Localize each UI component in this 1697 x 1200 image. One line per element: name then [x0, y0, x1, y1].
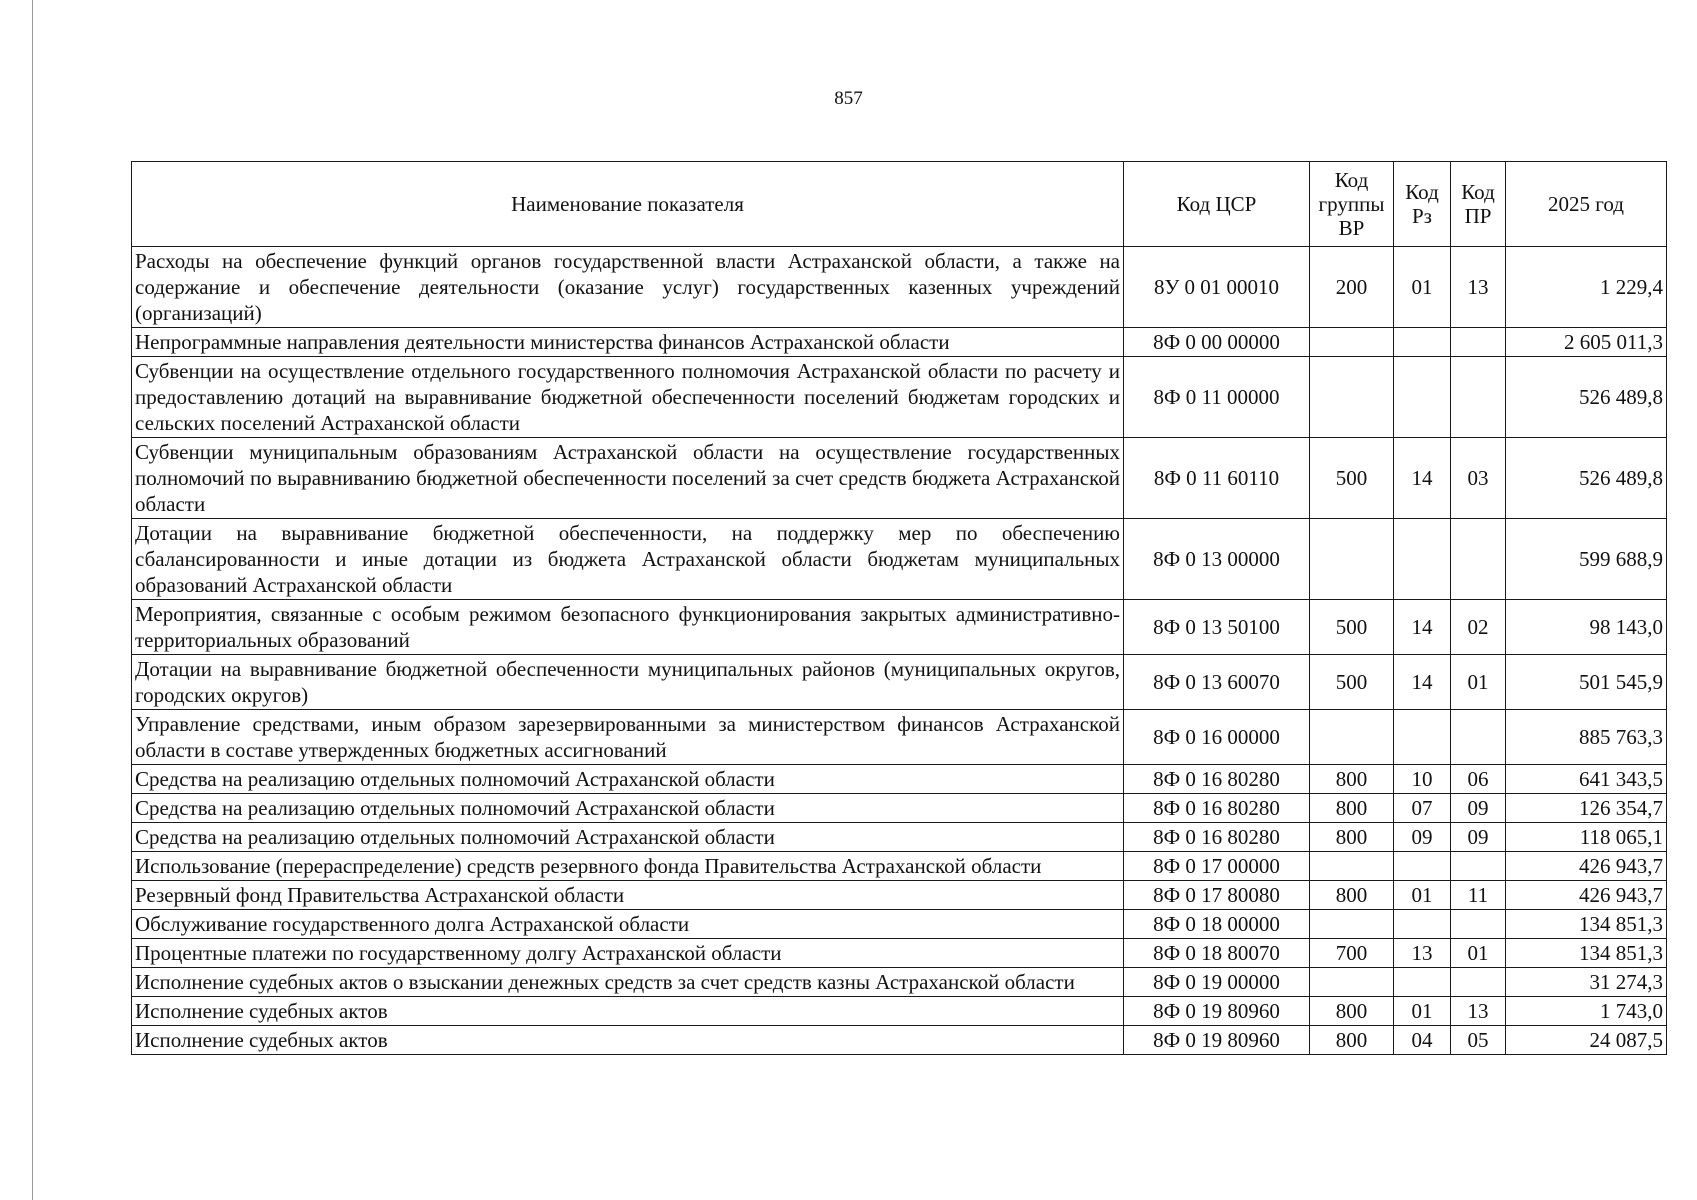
table-row	[132, 519, 1667, 600]
cell-csr: 8Ф 0 16 00000	[1124, 710, 1310, 765]
table-row	[132, 823, 1667, 852]
cell-rz	[1394, 852, 1451, 881]
cell-csr: 8У 0 01 00010	[1124, 247, 1310, 328]
cell-pr: 01	[1451, 655, 1506, 710]
cell-amount: 1 229,4	[1506, 247, 1667, 328]
header-row	[132, 162, 1667, 247]
table-row	[132, 655, 1667, 710]
cell-amount: 24 087,5	[1506, 1026, 1667, 1055]
cell-rz	[1394, 910, 1451, 939]
page-number: 857	[834, 88, 863, 109]
cell-csr: 8Ф 0 00 00000	[1124, 328, 1310, 357]
cell-vr: 800	[1310, 1026, 1394, 1055]
cell-csr: 8Ф 0 17 00000	[1124, 852, 1310, 881]
table-body	[132, 247, 1667, 1055]
table-row	[132, 997, 1667, 1026]
cell-vr: 800	[1310, 997, 1394, 1026]
cell-amount: 599 688,9	[1506, 519, 1667, 600]
cell-csr: 8Ф 0 16 80280	[1124, 823, 1310, 852]
header-rz: Код Рз	[1394, 162, 1451, 247]
cell-pr: 13	[1451, 247, 1506, 328]
cell-pr	[1451, 710, 1506, 765]
cell-amount: 426 943,7	[1506, 852, 1667, 881]
cell-pr: 03	[1451, 438, 1506, 519]
cell-rz: 13	[1394, 939, 1451, 968]
cell-amount: 126 354,7	[1506, 794, 1667, 823]
table-row	[132, 357, 1667, 438]
table-row	[132, 765, 1667, 794]
cell-name: Субвенции муниципальным образованиям Астраханской области на осуществление государственных полномочий по выравниванию бюджетной обеспеченности поселений за счет средств бюджета Астраханской области	[132, 438, 1124, 519]
cell-pr: 01	[1451, 939, 1506, 968]
table-row	[132, 794, 1667, 823]
cell-amount: 134 851,3	[1506, 939, 1667, 968]
header-name: Наименование показателя	[132, 162, 1124, 247]
cell-pr: 11	[1451, 881, 1506, 910]
cell-vr	[1310, 910, 1394, 939]
cell-vr: 800	[1310, 823, 1394, 852]
cell-rz	[1394, 968, 1451, 997]
cell-amount: 134 851,3	[1506, 910, 1667, 939]
cell-vr	[1310, 357, 1394, 438]
cell-pr	[1451, 519, 1506, 600]
cell-name: Резервный фонд Правительства Астраханской области	[132, 881, 1124, 910]
cell-csr: 8Ф 0 19 80960	[1124, 1026, 1310, 1055]
cell-amount: 1 743,0	[1506, 997, 1667, 1026]
cell-pr: 09	[1451, 823, 1506, 852]
cell-vr	[1310, 710, 1394, 765]
table-header	[132, 162, 1667, 247]
budget-table	[131, 161, 1667, 1055]
table-row	[132, 247, 1667, 328]
cell-name: Мероприятия, связанные с особым режимом безопасного функционирования закрытых административно-территориальных образований	[132, 600, 1124, 655]
header-vr: Код группы ВР	[1310, 162, 1394, 247]
cell-rz: 14	[1394, 600, 1451, 655]
table-row	[132, 910, 1667, 939]
cell-rz	[1394, 328, 1451, 357]
cell-pr: 09	[1451, 794, 1506, 823]
cell-csr: 8Ф 0 16 80280	[1124, 794, 1310, 823]
cell-csr: 8Ф 0 16 80280	[1124, 765, 1310, 794]
cell-vr: 800	[1310, 881, 1394, 910]
table-row	[132, 328, 1667, 357]
cell-amount: 526 489,8	[1506, 357, 1667, 438]
table-row	[132, 710, 1667, 765]
cell-csr: 8Ф 0 13 00000	[1124, 519, 1310, 600]
cell-vr	[1310, 328, 1394, 357]
cell-csr: 8Ф 0 18 00000	[1124, 910, 1310, 939]
cell-pr	[1451, 968, 1506, 997]
cell-vr	[1310, 519, 1394, 600]
cell-vr	[1310, 968, 1394, 997]
cell-rz: 10	[1394, 765, 1451, 794]
cell-rz: 04	[1394, 1026, 1451, 1055]
cell-rz	[1394, 710, 1451, 765]
cell-pr	[1451, 852, 1506, 881]
cell-rz: 01	[1394, 997, 1451, 1026]
cell-csr: 8Ф 0 11 60110	[1124, 438, 1310, 519]
cell-vr	[1310, 852, 1394, 881]
cell-rz: 14	[1394, 438, 1451, 519]
cell-name: Непрограммные направления деятельности министерства финансов Астраханской области	[132, 328, 1124, 357]
cell-amount: 641 343,5	[1506, 765, 1667, 794]
cell-name: Средства на реализацию отдельных полномочий Астраханской области	[132, 823, 1124, 852]
cell-rz: 07	[1394, 794, 1451, 823]
cell-vr: 800	[1310, 794, 1394, 823]
cell-amount: 98 143,0	[1506, 600, 1667, 655]
cell-pr	[1451, 328, 1506, 357]
cell-name: Использование (перераспределение) средств резервного фонда Правительства Астраханской области	[132, 852, 1124, 881]
cell-vr: 700	[1310, 939, 1394, 968]
cell-vr: 500	[1310, 438, 1394, 519]
cell-amount: 885 763,3	[1506, 710, 1667, 765]
cell-amount: 526 489,8	[1506, 438, 1667, 519]
cell-name: Управление средствами, иным образом зарезервированными за министерством финансов Астраханской области в составе утвержденных бюджетных ассигнований	[132, 710, 1124, 765]
cell-rz: 14	[1394, 655, 1451, 710]
cell-name: Субвенции на осуществление отдельного государственного полномочия Астраханской области по расчету и предоставлению дотаций на выравнивание бюджетной обеспеченности поселений бюджетам городских и сельских поселений Астраханской области	[132, 357, 1124, 438]
cell-csr: 8Ф 0 11 00000	[1124, 357, 1310, 438]
cell-csr: 8Ф 0 17 80080	[1124, 881, 1310, 910]
cell-pr: 02	[1451, 600, 1506, 655]
table-row	[132, 881, 1667, 910]
cell-amount: 118 065,1	[1506, 823, 1667, 852]
cell-rz	[1394, 519, 1451, 600]
table-row	[132, 968, 1667, 997]
header-amount: 2025 год	[1506, 162, 1667, 247]
cell-amount: 31 274,3	[1506, 968, 1667, 997]
cell-csr: 8Ф 0 13 50100	[1124, 600, 1310, 655]
cell-vr: 800	[1310, 765, 1394, 794]
cell-csr: 8Ф 0 19 00000	[1124, 968, 1310, 997]
cell-name: Дотации на выравнивание бюджетной обеспеченности муниципальных районов (муниципальных округов, городских округов)	[132, 655, 1124, 710]
cell-pr	[1451, 357, 1506, 438]
cell-name: Исполнение судебных актов о взыскании денежных средств за счет средств казны Астраханской области	[132, 968, 1124, 997]
cell-name: Процентные платежи по государственному долгу Астраханской области	[132, 939, 1124, 968]
table-row	[132, 852, 1667, 881]
cell-rz: 01	[1394, 881, 1451, 910]
cell-csr: 8Ф 0 18 80070	[1124, 939, 1310, 968]
header-csr: Код ЦСР	[1124, 162, 1310, 247]
cell-name: Дотации на выравнивание бюджетной обеспеченности, на поддержку мер по обеспечению сбалансированности и иные дотации из бюджета Астраханской области бюджетам муниципальных образований Астраханской области	[132, 519, 1124, 600]
cell-name: Исполнение судебных актов	[132, 1026, 1124, 1055]
table-row	[132, 1026, 1667, 1055]
cell-vr: 500	[1310, 655, 1394, 710]
cell-pr: 05	[1451, 1026, 1506, 1055]
cell-name: Исполнение судебных актов	[132, 997, 1124, 1026]
cell-name: Обслуживание государственного долга Астраханской области	[132, 910, 1124, 939]
cell-pr: 06	[1451, 765, 1506, 794]
cell-name: Средства на реализацию отдельных полномочий Астраханской области	[132, 765, 1124, 794]
cell-csr: 8Ф 0 19 80960	[1124, 997, 1310, 1026]
cell-pr: 13	[1451, 997, 1506, 1026]
cell-pr	[1451, 910, 1506, 939]
table-row	[132, 438, 1667, 519]
table-row	[132, 600, 1667, 655]
cell-rz: 01	[1394, 247, 1451, 328]
cell-rz	[1394, 357, 1451, 438]
cell-name: Средства на реализацию отдельных полномочий Астраханской области	[132, 794, 1124, 823]
cell-amount: 426 943,7	[1506, 881, 1667, 910]
cell-csr: 8Ф 0 13 60070	[1124, 655, 1310, 710]
header-pr: Код ПР	[1451, 162, 1506, 247]
cell-vr: 200	[1310, 247, 1394, 328]
binding-margin-line	[32, 0, 33, 1200]
cell-rz: 09	[1394, 823, 1451, 852]
cell-vr: 500	[1310, 600, 1394, 655]
cell-name: Расходы на обеспечение функций органов государственной власти Астраханской области, а также на содержание и обеспечение деятельности (оказание услуг) государственных казенных учреждений (организаций)	[132, 247, 1124, 328]
cell-amount: 2 605 011,3	[1506, 328, 1667, 357]
table-row	[132, 939, 1667, 968]
cell-amount: 501 545,9	[1506, 655, 1667, 710]
